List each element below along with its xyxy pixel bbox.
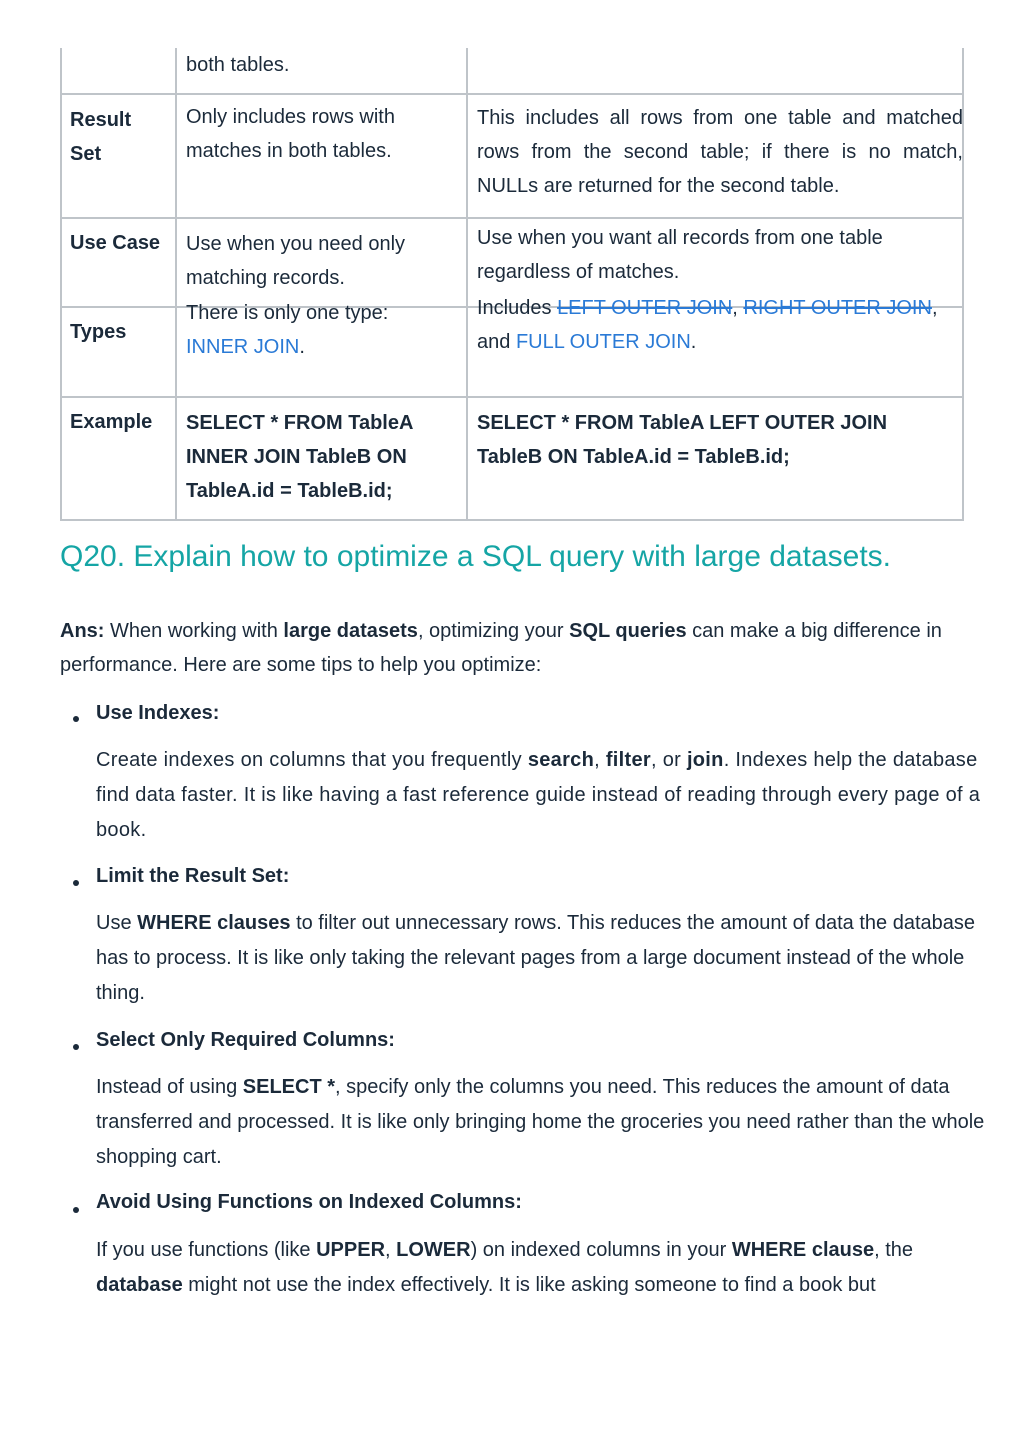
tip-body [96, 1070, 986, 1175]
text: , the [874, 1239, 914, 1261]
left-outer-join-link[interactable]: LEFT OUTER JOIN [557, 297, 733, 319]
table-cell: SELECT * FROM TableA LEFT OUTER JOIN TableB ON TableA.id = TableB.id; [477, 412, 888, 468]
tip-title: Use Indexes: [96, 702, 220, 724]
bold-text: SELECT * [242, 1076, 336, 1098]
right-outer-join-link[interactable]: RIGHT OUTER JOIN [743, 297, 932, 319]
table-row-line [60, 217, 964, 219]
text: ) on indexed columns in your [470, 1239, 732, 1261]
bold-text: WHERE clauses [137, 912, 291, 934]
ans-label: Ans: [60, 620, 105, 642]
text: Instead of using [96, 1076, 243, 1098]
cell-text: There is only one type: [186, 302, 389, 324]
table-cell: There is only one type: INNER JOIN. [186, 296, 456, 364]
bold-text: LOWER [396, 1239, 471, 1261]
table-cell: Includes LEFT OUTER JOIN, RIGHT OUTER JOIN, and FULL OUTER JOIN. [477, 297, 938, 353]
text: to filter out unnecessary rows. This reduces the amount of data the database has to process. It is like only taking the relevant pages from a large document instead of the whole thing. [96, 912, 975, 1004]
text: . Indexes help the database find data faster. It is like having a fast reference guide instead of reading through every page of a book. [96, 749, 981, 841]
bold-text: WHERE clause [731, 1239, 875, 1261]
bold-text: join [686, 749, 724, 771]
row-label-example: Example [70, 411, 153, 433]
text: Use [96, 912, 138, 934]
table-cell: Use when you need only matching records. [186, 233, 406, 289]
bullet-icon [73, 880, 79, 886]
table-cell: Use when you want all records from one table regardless of matches. [477, 227, 883, 283]
table-cell: This includes all rows from one table and matched rows from the second table; if there is no match, NULLs are returned for the second table. [477, 107, 963, 197]
text: , [594, 749, 606, 771]
bold-text: filter [605, 749, 651, 771]
row-label-text: Result [70, 109, 132, 131]
cell-text: and [477, 331, 516, 353]
table-divider-1 [175, 48, 177, 521]
tip-body [96, 743, 986, 848]
bullet-icon [73, 716, 79, 722]
row-label-text: Set [70, 143, 102, 165]
tip-title: Avoid Using Functions on Indexed Columns: [96, 1191, 522, 1213]
table-row-line [60, 396, 964, 398]
tip-body [96, 1233, 986, 1303]
tip-title: Limit the Result Set: [96, 865, 290, 887]
text: , or [650, 749, 687, 771]
tip-body [96, 906, 986, 1011]
bold-text: search [527, 749, 595, 771]
tip-title: Select Only Required Columns: [96, 1029, 395, 1051]
full-outer-join-link[interactable]: FULL OUTER JOIN [515, 331, 691, 353]
text: , [385, 1239, 397, 1261]
row-label-use-case: Use Case [70, 232, 161, 254]
answer-intro [60, 614, 990, 682]
row-label-types: Types [70, 321, 127, 343]
text: , specify only the columns you need. This reduces the amount of data transferred and processed. It is like only bringing home the groceries you need rather than the whole shopping cart. [96, 1076, 985, 1168]
question-heading: Q20. Explain how to optimize a SQL query with large datasets. [60, 540, 891, 573]
table-row-line [60, 93, 964, 95]
text: Create indexes on columns that you frequently [96, 749, 528, 771]
text: can make a big difference in performance. Here are some tips to help you optimize: [60, 620, 942, 676]
bullet-icon [73, 1207, 79, 1213]
text: might not use the index effectively. It is like asking someone to find a book but [182, 1274, 876, 1296]
bold-text: database [96, 1274, 183, 1296]
inner-join-link[interactable]: INNER JOIN [186, 336, 300, 358]
bold-text: large datasets [283, 620, 418, 642]
table-divider-2 [466, 48, 468, 521]
text: If you use functions (like [96, 1239, 317, 1261]
bold-text: UPPER [316, 1239, 386, 1261]
table-cell: both tables. [186, 54, 290, 76]
row-label-result-set [70, 103, 170, 171]
table-border-left [60, 48, 62, 521]
table-cell: Only includes rows with matches in both tables. [186, 106, 395, 162]
table-cell: SELECT * FROM TableA INNER JOIN TableB ON TableA.id = TableB.id; [186, 412, 413, 502]
comparison-table [60, 48, 964, 521]
cell-text: Includes [477, 297, 558, 319]
table-border-bottom [60, 519, 964, 521]
text: When working with [104, 620, 284, 642]
bold-text: SQL queries [569, 620, 687, 642]
bullet-icon [73, 1044, 79, 1050]
text: , optimizing your [417, 620, 570, 642]
